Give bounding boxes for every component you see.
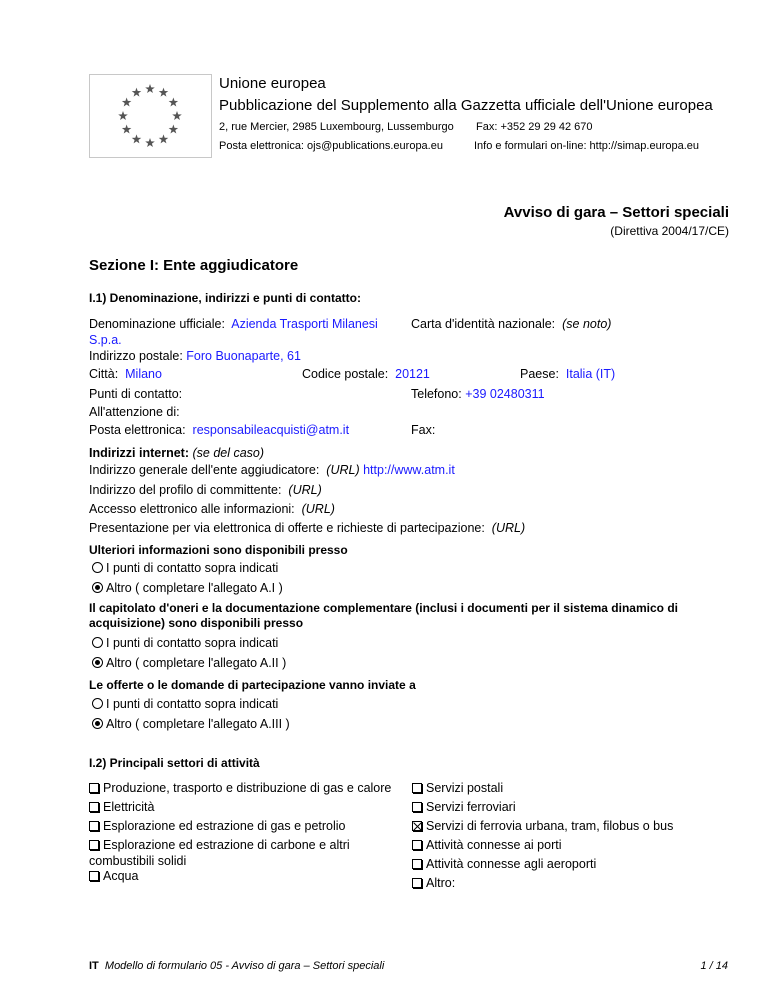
contact-points-label: Punti di contatto: xyxy=(89,387,183,401)
sector-coal[interactable]: Esplorazione ed estrazione di carbone e altri combustibili solidi xyxy=(89,838,350,868)
eaccess-label: Accesso elettronico alle informazioni: xyxy=(89,502,295,516)
city-value: Milano xyxy=(125,367,162,381)
star-icon xyxy=(159,134,169,143)
q1-option-other[interactable]: Altro ( completare l'allegato A.I ) xyxy=(92,580,283,596)
footer-form-name xyxy=(89,960,384,972)
general-url-hint: (URL) xyxy=(326,463,360,477)
star-icon xyxy=(169,125,179,134)
city-label: Città: xyxy=(89,367,119,381)
buyer-profile-label: Indirizzo del profilo di committente: xyxy=(89,483,282,497)
q2-option-contacts[interactable]: I punti di contatto sopra indicati xyxy=(92,635,278,651)
q2-option-other[interactable]: Altro ( completare l'allegato A.II ) xyxy=(92,655,286,671)
checkbox-icon[interactable] xyxy=(89,783,99,793)
postcode-row xyxy=(302,366,430,382)
postal-address-label: Indirizzo postale: xyxy=(89,349,183,363)
sector-rail[interactable]: Servizi ferroviari xyxy=(412,799,516,815)
checkbox-icon[interactable] xyxy=(412,859,422,869)
sector-airports[interactable]: Attività connesse agli aeroporti xyxy=(412,856,596,872)
postcode-label: Codice postale: xyxy=(302,367,389,381)
general-address-label: Indirizzo generale dell'ente aggiudicatore: xyxy=(89,463,320,477)
internet-row xyxy=(89,445,264,461)
q1-heading: Ulteriori informazioni sono disponibili presso xyxy=(89,543,348,557)
phone-label: Telefono: xyxy=(411,387,462,401)
buyer-profile-hint: (URL) xyxy=(288,483,322,497)
radio-icon[interactable] xyxy=(92,637,103,648)
page-number: 1 / 14 xyxy=(700,960,728,972)
internet-hint: (se del caso) xyxy=(192,446,265,460)
header-fax: Fax: +352 29 29 42 670 xyxy=(476,121,593,133)
star-icon xyxy=(122,125,132,134)
star-icon xyxy=(145,138,155,147)
country-row xyxy=(520,366,615,382)
official-name-value: Azienda Trasporti Milanesi S.p.a. xyxy=(89,317,378,347)
phone-row xyxy=(411,386,545,402)
attention-label: All'attenzione di: xyxy=(89,405,180,419)
radio-selected-icon[interactable] xyxy=(92,582,103,593)
eu-flag-logo xyxy=(89,74,212,158)
esubmit-row xyxy=(89,520,525,536)
postcode-value: 20121 xyxy=(395,367,430,381)
sector-gas-oil[interactable]: Esplorazione ed estrazione di gas e petrolio xyxy=(89,818,346,834)
national-id-hint: (se noto) xyxy=(562,317,612,331)
document-title: Avviso di gara – Settori speciali xyxy=(503,204,729,221)
sector-water[interactable]: Acqua xyxy=(89,868,138,884)
i2-heading: I.2) Principali settori di attività xyxy=(89,756,260,770)
q3-heading: Le offerte o le domande di partecipazione vanno inviate a xyxy=(89,678,416,692)
sector-ports[interactable]: Attività connesse ai porti xyxy=(412,837,562,853)
header-address: 2, rue Mercier, 2985 Luxembourg, Lussemburgo xyxy=(219,121,454,133)
eaccess-hint: (URL) xyxy=(301,502,335,516)
sector-postal[interactable]: Servizi postali xyxy=(412,780,503,796)
country-label: Paese: xyxy=(520,367,559,381)
postal-address-row xyxy=(89,348,301,364)
radio-selected-icon[interactable] xyxy=(92,657,103,668)
q2-heading: Il capitolato d'oneri e la documentazione complementare (inclusi i documenti per il sistema dinamico di acquisizione) sono disponibili presso xyxy=(89,601,678,630)
q3-option-other[interactable]: Altro ( completare l'allegato A.III ) xyxy=(92,716,290,732)
document-subtitle: (Direttiva 2004/17/CE) xyxy=(610,224,729,238)
checkbox-icon[interactable] xyxy=(412,783,422,793)
official-name-row xyxy=(89,316,389,348)
eaccess-row xyxy=(89,501,335,517)
sector-urban-rail-bus[interactable]: Servizi di ferrovia urbana, tram, filobus o bus xyxy=(412,818,673,834)
country-value: Italia (IT) xyxy=(565,367,616,381)
fax-label: Fax: xyxy=(411,423,436,437)
star-icon xyxy=(132,88,142,97)
i1-heading: I.1) Denominazione, indirizzi e punti di contatto: xyxy=(89,291,361,305)
q1-option-contacts[interactable]: I punti di contatto sopra indicati xyxy=(92,560,278,576)
sector-electricity[interactable]: Elettricità xyxy=(89,799,154,815)
section-title: Sezione I: Ente aggiudicatore xyxy=(89,257,299,274)
official-name-label: Denominazione ufficiale: xyxy=(89,317,225,331)
checkbox-icon[interactable] xyxy=(412,802,422,812)
phone-value: +39 02480311 xyxy=(465,387,545,401)
checkbox-icon[interactable] xyxy=(89,840,99,850)
radio-icon[interactable] xyxy=(92,562,103,573)
general-url-link[interactable]: http://www.atm.it xyxy=(363,463,455,477)
checkbox-icon[interactable] xyxy=(89,802,99,812)
buyer-profile-row xyxy=(89,482,322,498)
q3-option-contacts[interactable]: I punti di contatto sopra indicati xyxy=(92,696,278,712)
email-value[interactable]: responsabileacquisti@atm.it xyxy=(192,423,350,437)
footer-form: Modello di formulario 05 - Avviso di gara – Settori speciali xyxy=(104,960,385,972)
esubmit-label: Presentazione per via elettronica di offerte e richieste di partecipazione: xyxy=(89,521,485,535)
header-email: Posta elettronica: ojs@publications.europa.eu xyxy=(219,140,443,152)
esubmit-hint: (URL) xyxy=(491,521,526,535)
email-row xyxy=(89,422,349,438)
header-org: Unione europea xyxy=(219,75,326,92)
star-icon xyxy=(118,111,128,120)
star-icon xyxy=(145,84,155,93)
footer-lang: IT xyxy=(89,960,99,972)
header-info: Info e formulari on-line: http://simap.europa.eu xyxy=(474,140,700,152)
postal-address-value: Foro Buonaparte, 61 xyxy=(186,349,301,363)
radio-icon[interactable] xyxy=(92,698,103,709)
general-address-row xyxy=(89,462,455,478)
internet-label: Indirizzi internet: xyxy=(89,446,189,460)
checkbox-icon[interactable] xyxy=(89,821,99,831)
city-row xyxy=(89,366,162,382)
star-icon xyxy=(159,88,169,97)
checkbox-icon[interactable] xyxy=(412,840,422,850)
email-label: Posta elettronica: xyxy=(89,423,186,437)
national-id-label: Carta d'identità nazionale: xyxy=(411,317,556,331)
header-publication: Pubblicazione del Supplemento alla Gazzetta ufficiale dell'Unione europea xyxy=(219,97,713,114)
checkbox-checked-icon[interactable] xyxy=(412,821,422,831)
sector-gas-heat[interactable]: Produzione, trasporto e distribuzione di gas e calore xyxy=(89,780,391,796)
checkbox-icon[interactable] xyxy=(412,878,422,888)
star-icon xyxy=(132,134,142,143)
star-icon xyxy=(122,98,132,107)
star-icon xyxy=(169,98,179,107)
sector-other[interactable]: Altro: xyxy=(412,875,455,891)
checkbox-icon[interactable] xyxy=(89,871,99,881)
national-id-row xyxy=(411,316,611,332)
radio-selected-icon[interactable] xyxy=(92,718,103,729)
star-icon xyxy=(172,111,182,120)
